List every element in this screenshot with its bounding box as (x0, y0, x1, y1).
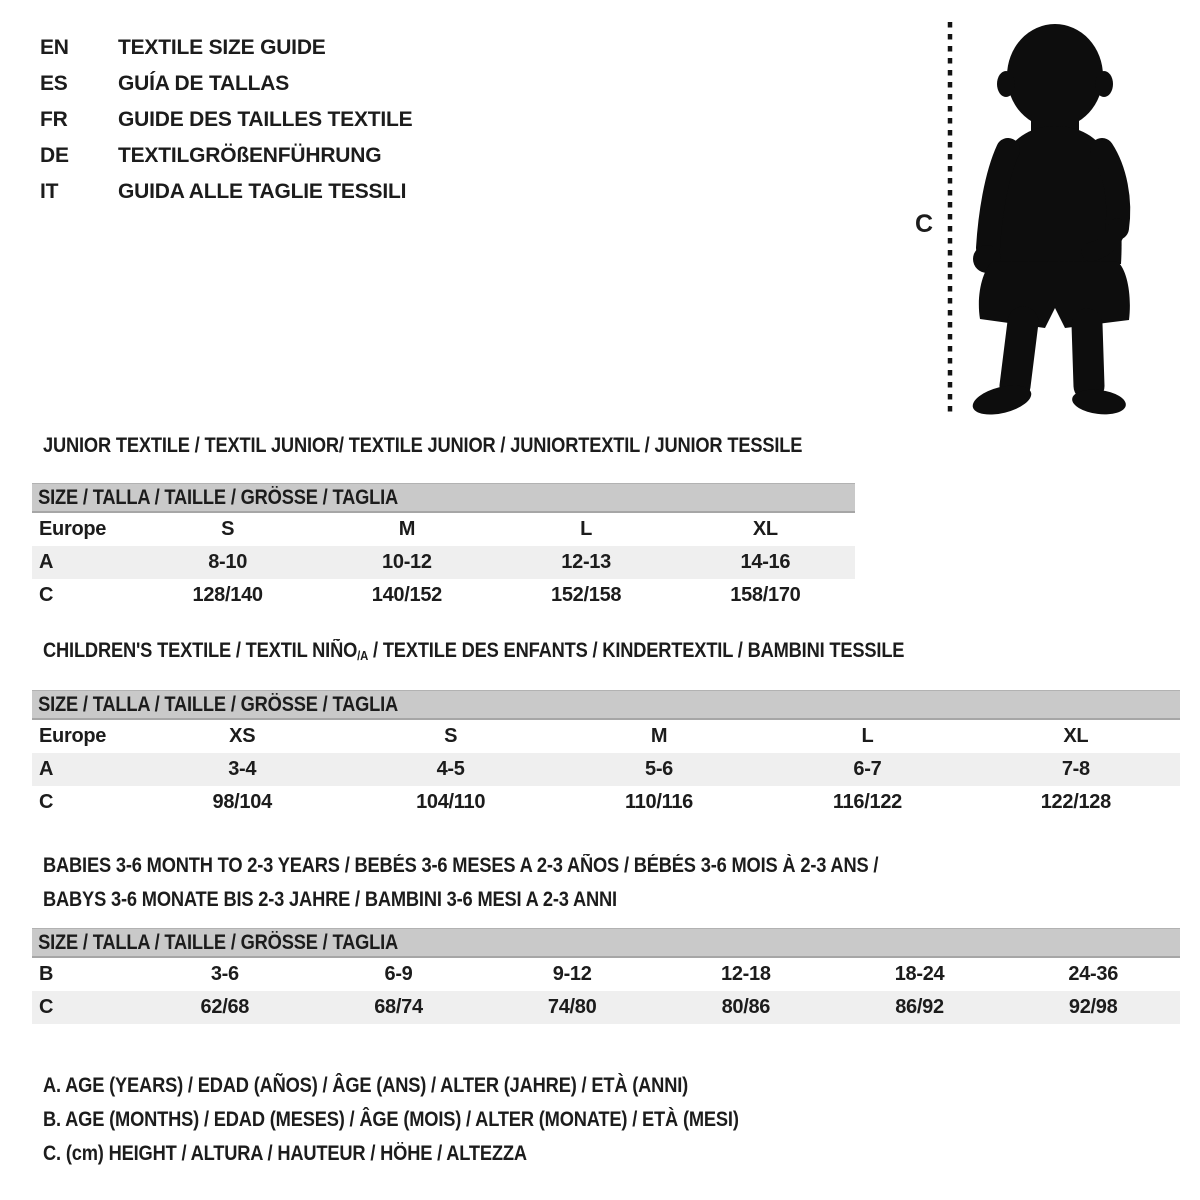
section-title-children-pre: CHILDREN'S TEXTILE / TEXTIL NIÑO (43, 639, 358, 662)
size-header-label: SIZE / TALLA / TAILLE / GRÖSSE / TAGLIA (38, 692, 399, 716)
children-size-table (32, 690, 1180, 819)
table-row-age-years (32, 753, 1180, 786)
age-cell: 14-16 (740, 551, 791, 573)
row-label: A (39, 551, 54, 573)
size-cell: M (650, 725, 668, 747)
age-cell: 12-13 (561, 551, 611, 573)
language-code: ES (40, 72, 68, 95)
height-cell: 98/104 (212, 791, 272, 813)
table-row-age-months (32, 958, 1180, 991)
size-cell: XL (1063, 725, 1089, 747)
guide-title-de: TEXTILGRÖßENFÜHRUNG (118, 144, 382, 167)
height-cell: 110/116 (625, 791, 694, 813)
age-cell: 24-36 (1068, 963, 1119, 985)
size-cell: S (221, 518, 235, 540)
size-header-label: SIZE / TALLA / TAILLE / GRÖSSE / TAGLIA (38, 930, 399, 954)
size-cell: M (398, 518, 416, 540)
height-cell: 122/128 (1040, 791, 1111, 813)
size-cell: L (580, 518, 593, 540)
row-label: C (39, 791, 54, 813)
table-row-europe (32, 720, 1180, 753)
language-row-es (40, 66, 412, 102)
row-label: C (39, 996, 54, 1018)
table-row-europe (32, 513, 855, 546)
height-cell: 92/98 (1068, 996, 1118, 1018)
section-title-babies-line1: BABIES 3-6 MONTH TO 2-3 YEARS / BEBÉS 3-6 MESES A 2-3 AÑOS / BÉBÉS 3-6 MOIS À 2-3 ANS / (43, 854, 879, 877)
size-header-label: SIZE / TALLA / TAILLE / GRÖSSE / TAGLIA (38, 485, 399, 509)
babies-size-table (32, 928, 1180, 1024)
guide-title-it: GUIDA ALLE TAGLIE TESSILI (118, 180, 407, 203)
language-code: EN (40, 36, 69, 59)
height-cell: 158/170 (730, 584, 801, 606)
height-measure-figure (905, 14, 1145, 420)
section-title-children-post: / TEXTILE DES ENFANTS / KINDERTEXTIL / BAMBINI TESSILE (368, 639, 905, 662)
age-cell: 5-6 (645, 758, 674, 780)
language-code: IT (40, 180, 59, 203)
size-cell: L (861, 725, 874, 747)
language-row-it (40, 174, 412, 210)
measure-c-label: C (915, 210, 934, 238)
language-code: DE (40, 144, 69, 167)
row-label: Europe (39, 518, 107, 540)
age-cell: 3-6 (210, 963, 239, 985)
toddler-silhouette (970, 24, 1130, 420)
size-cell: S (444, 725, 458, 747)
age-cell: 9-12 (552, 963, 592, 985)
age-cell: 7-8 (1061, 758, 1090, 780)
height-cell: 80/86 (721, 996, 771, 1018)
age-cell: 6-7 (853, 758, 882, 780)
section-title-children (43, 639, 904, 665)
guide-title-es: GUÍA DE TALLAS (118, 72, 290, 95)
measure-legend (43, 1069, 843, 1171)
height-cell: 86/92 (895, 996, 944, 1018)
height-cell: 128/140 (192, 584, 263, 606)
legend-age-years: A. AGE (YEARS) / EDAD (AÑOS) / ÂGE (ANS) / ALTER (JAHRE) / ETÀ (ANNI) (43, 1074, 689, 1097)
age-cell: 3-4 (228, 758, 257, 780)
age-cell: 4-5 (436, 758, 465, 780)
row-label: A (39, 758, 54, 780)
guide-title-en: TEXTILE SIZE GUIDE (118, 36, 326, 59)
size-header-bar (32, 690, 1180, 720)
toddler-silhouette-icon (905, 14, 1145, 420)
row-label: Europe (39, 725, 107, 747)
table-row-age-years (32, 546, 855, 579)
age-cell: 10-12 (382, 551, 432, 573)
language-code: FR (40, 108, 68, 131)
height-cell: 152/158 (551, 584, 622, 606)
height-cell: 116/122 (832, 791, 902, 813)
size-cell: XL (752, 518, 778, 540)
row-label: C (39, 584, 54, 606)
size-cell: XS (229, 725, 256, 747)
section-title-babies (43, 849, 878, 917)
section-title-junior: JUNIOR TEXTILE / TEXTIL JUNIOR/ TEXTILE JUNIOR / JUNIORTEXTIL / JUNIOR TESSILE (43, 434, 803, 457)
table-row-height (32, 991, 1180, 1024)
legend-height-cm: C. (cm) HEIGHT / ALTURA / HAUTEUR / HÖHE / ALTEZZA (43, 1142, 527, 1165)
height-cell: 140/152 (371, 584, 442, 606)
height-cell: 104/110 (416, 791, 486, 813)
language-row-de (40, 138, 412, 174)
row-label: B (39, 963, 54, 985)
table-row-height (32, 786, 1180, 819)
section-title-babies-line2: BABYS 3-6 MONATE BIS 2-3 JAHRE / BAMBINI 3-6 MESI A 2-3 ANNI (43, 888, 617, 911)
age-cell: 8-10 (208, 551, 248, 573)
legend-age-months: B. AGE (MONTHS) / EDAD (MESES) / ÂGE (MOIS) / ALTER (MONATE) / ETÀ (MESI) (43, 1108, 739, 1131)
height-cell: 68/74 (374, 996, 423, 1018)
age-cell: 6-9 (384, 963, 413, 985)
language-row-en (40, 30, 412, 66)
language-row-fr (40, 102, 412, 138)
junior-size-table (32, 483, 855, 612)
table-row-height (32, 579, 855, 612)
age-cell: 18-24 (894, 963, 945, 985)
age-cell: 12-18 (721, 963, 771, 985)
language-title-list (40, 30, 412, 210)
size-header-bar (32, 928, 1180, 958)
section-title-children-sub: /A (357, 647, 369, 663)
height-cell: 62/68 (200, 996, 250, 1018)
size-header-bar (32, 483, 855, 513)
height-cell: 74/80 (547, 996, 597, 1018)
guide-title-fr: GUIDE DES TAILLES TEXTILE (118, 108, 413, 131)
